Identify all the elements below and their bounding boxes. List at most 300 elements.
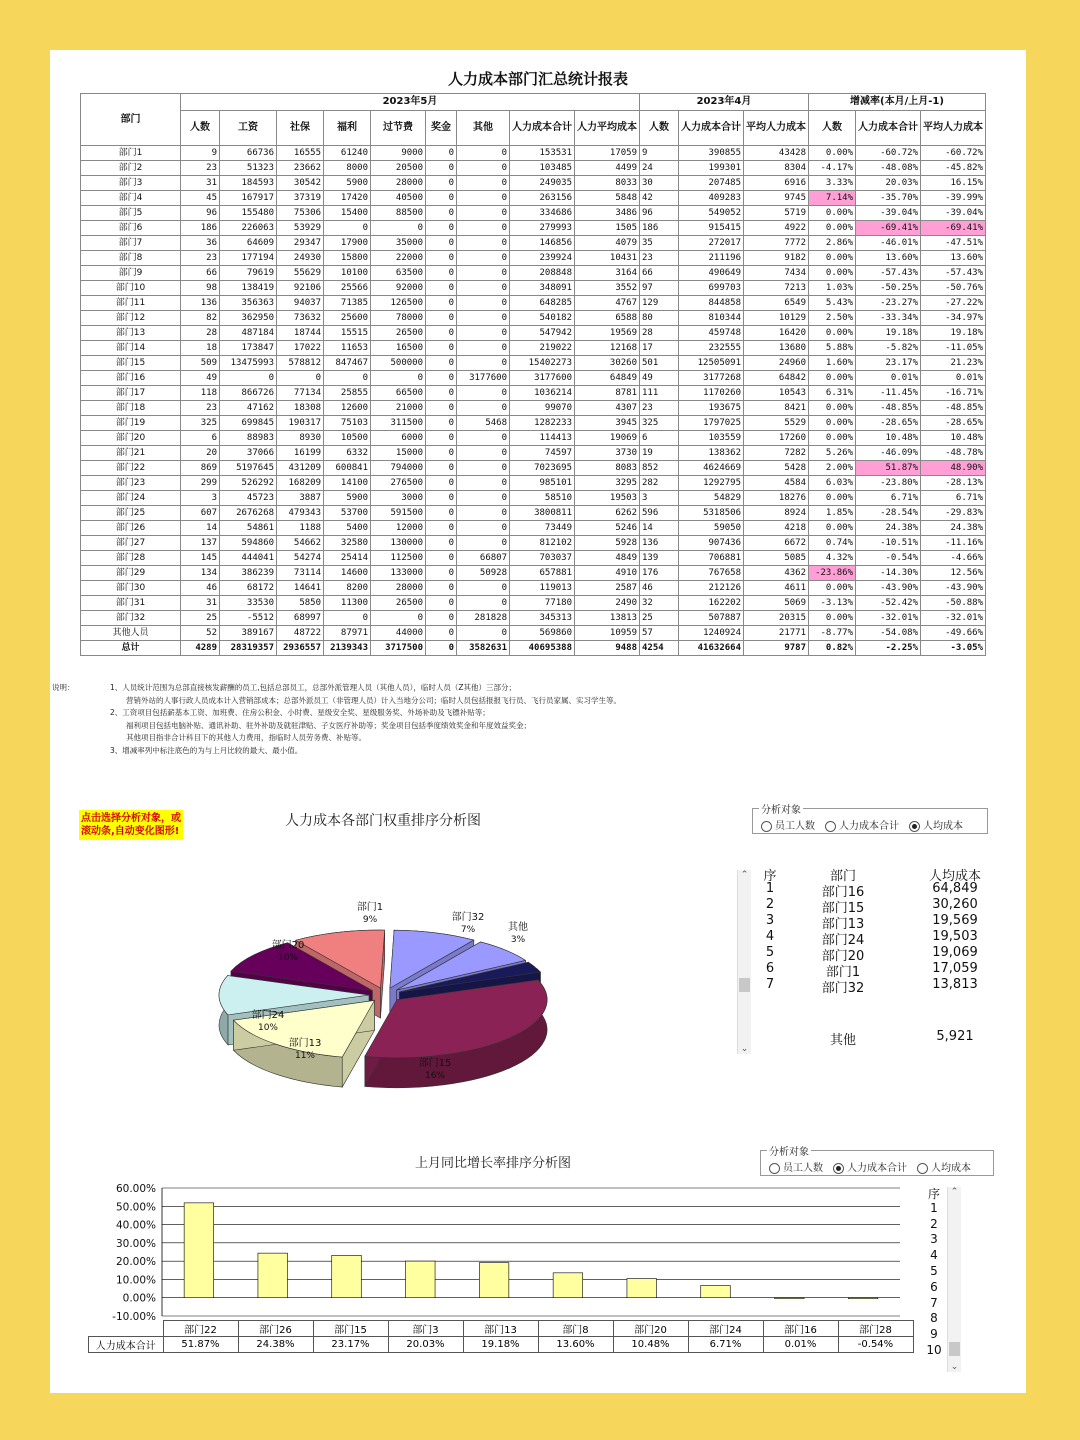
value-cell: 19069 (575, 431, 640, 446)
value-cell: 5246 (575, 521, 640, 536)
bar-value-label: 13.60% (538, 1337, 613, 1353)
value-cell: 0 (457, 596, 510, 611)
value-cell: 13680 (744, 341, 809, 356)
value-cell: 9000 (371, 146, 426, 161)
value-cell: 37319 (277, 191, 324, 206)
value-cell: 68172 (220, 581, 277, 596)
column-header: 平均人力成本 (744, 111, 809, 146)
value-cell: 0 (457, 476, 510, 491)
rank-cell: 17,059 (932, 961, 978, 976)
value-cell: 1036214 (510, 386, 575, 401)
bar-category-label: 部门15 (313, 1321, 388, 1337)
value-cell: 63500 (371, 266, 426, 281)
value-cell: 18308 (277, 401, 324, 416)
value-cell: 66807 (457, 551, 510, 566)
bar-category-label: 部门20 (613, 1321, 688, 1337)
bar-value-label: 24.38% (238, 1337, 313, 1353)
value-cell: 168209 (277, 476, 324, 491)
value-cell: -69.41% (856, 221, 921, 236)
scroll-down-icon[interactable]: ⌄ (740, 1044, 749, 1054)
table-row (81, 311, 986, 326)
value-cell: 6916 (744, 176, 809, 191)
value-cell: 186 (181, 221, 220, 236)
value-cell: 37066 (220, 446, 277, 461)
value-cell: 459748 (679, 326, 744, 341)
value-cell: 915415 (679, 221, 744, 236)
bar-value-label: 20.03% (388, 1337, 463, 1353)
rank-header-dept: 部门 (829, 869, 856, 884)
value-cell: 0 (426, 371, 457, 386)
value-cell: 507887 (679, 611, 744, 626)
value-cell: 17900 (324, 236, 371, 251)
note-line: 3、增减率列中标注底色的为与上月比较的最大、最小值。 (110, 745, 303, 755)
column-header: 人力成本合计 (510, 111, 575, 146)
value-cell: 1797025 (679, 416, 744, 431)
table-row (81, 266, 986, 281)
scroll-thumb[interactable] (739, 978, 750, 992)
value-cell: 138362 (679, 446, 744, 461)
value-cell: -32.01% (856, 611, 921, 626)
value-cell: 5900 (324, 491, 371, 506)
value-cell: 45723 (220, 491, 277, 506)
rank-cell: 30,260 (932, 897, 978, 912)
value-cell: 64849 (575, 371, 640, 386)
value-cell: -49.66% (921, 626, 986, 641)
dept-cell: 部门5 (81, 206, 181, 221)
pie-label-name: 部门1 (356, 902, 384, 913)
value-cell: 0 (426, 296, 457, 311)
bar-seq-item: 3 (930, 1232, 938, 1247)
value-cell: 3164 (575, 266, 640, 281)
value-cell: 15000 (371, 446, 426, 461)
value-cell: 138419 (220, 281, 277, 296)
value-cell: 0.00% (809, 266, 856, 281)
value-cell: 5.43% (809, 296, 856, 311)
value-cell: 594860 (220, 536, 277, 551)
y-tick-label: -10.00% (112, 1311, 156, 1323)
growth-header: 增减率(本月/上月-1) (809, 94, 986, 111)
value-cell: 16555 (277, 146, 324, 161)
value-cell: 153531 (510, 146, 575, 161)
value-cell: 23 (181, 251, 220, 266)
value-cell: 847467 (324, 356, 371, 371)
value-cell: 73114 (277, 566, 324, 581)
value-cell: 0 (426, 266, 457, 281)
value-cell: 409283 (679, 191, 744, 206)
value-cell: 18 (181, 341, 220, 356)
radio-icon[interactable] (761, 821, 772, 832)
rank-other-value: 5,921 (936, 1029, 974, 1044)
value-cell: 0.00% (809, 416, 856, 431)
dept-cell: 部门28 (81, 551, 181, 566)
value-cell: 35000 (371, 236, 426, 251)
analysis-option[interactable] (825, 821, 899, 832)
value-cell: 43428 (744, 146, 809, 161)
value-cell: 3945 (575, 416, 640, 431)
value-cell: -35.70% (856, 191, 921, 206)
scroll-up-icon[interactable]: ⌃ (740, 870, 749, 880)
value-cell: 3887 (277, 491, 324, 506)
value-cell: 0 (457, 236, 510, 251)
value-cell: 767658 (679, 566, 744, 581)
dept-cell: 部门18 (81, 401, 181, 416)
value-cell: 501 (640, 356, 679, 371)
dept-cell: 部门30 (81, 581, 181, 596)
bar (775, 1298, 805, 1299)
dept-cell: 部门7 (81, 236, 181, 251)
value-cell: 389167 (220, 626, 277, 641)
value-cell: 10.48% (921, 431, 986, 446)
value-cell: 0 (457, 221, 510, 236)
bar-seq-item: 6 (930, 1279, 938, 1294)
column-header: 过节费 (371, 111, 426, 146)
value-cell: 77134 (277, 386, 324, 401)
value-cell: 3730 (575, 446, 640, 461)
value-cell: 4910 (575, 566, 640, 581)
value-cell: 6.71% (856, 491, 921, 506)
rank-cell: 7 (765, 977, 775, 992)
value-cell: 0 (457, 311, 510, 326)
value-cell: 2676268 (220, 506, 277, 521)
value-cell: 0 (220, 371, 277, 386)
value-cell: 362950 (220, 311, 277, 326)
value-cell: 30542 (277, 176, 324, 191)
value-cell: 444041 (220, 551, 277, 566)
value-cell: 6.71% (921, 491, 986, 506)
column-header: 人数 (809, 111, 856, 146)
value-cell: 6 (640, 431, 679, 446)
analysis-option[interactable] (761, 821, 815, 832)
value-cell: 0 (457, 491, 510, 506)
bar-value-label: 10.48% (613, 1337, 688, 1353)
bar-seq-header: 序 (927, 1187, 940, 1201)
value-cell: -47.51% (921, 236, 986, 251)
value-cell: 0 (426, 281, 457, 296)
analysis-option[interactable] (769, 1163, 823, 1174)
table-row (81, 341, 986, 356)
bar-selector-legend: 分析对象 (767, 1143, 811, 1158)
table-row (81, 446, 986, 461)
scroll-up-icon[interactable]: ⌃ (950, 1187, 959, 1197)
table-row (81, 281, 986, 296)
value-cell: 9 (181, 146, 220, 161)
value-cell: 6000 (371, 431, 426, 446)
value-cell: 162202 (679, 596, 744, 611)
table-row (81, 626, 986, 641)
value-cell: 0 (457, 506, 510, 521)
value-cell: 74597 (510, 446, 575, 461)
bar-scrollbar[interactable] (947, 1187, 961, 1372)
bar-seq-item: 7 (930, 1295, 938, 1310)
value-cell: 28000 (371, 581, 426, 596)
value-cell: -23.80% (856, 476, 921, 491)
report-title: 人力成本部门汇总统计报表 (447, 70, 628, 88)
value-cell: 0 (426, 566, 457, 581)
value-cell: 0 (277, 371, 324, 386)
rank-cell: 19,069 (932, 945, 978, 960)
value-cell: 0 (426, 161, 457, 176)
value-cell: 852 (640, 461, 679, 476)
value-cell: -48.85% (856, 401, 921, 416)
value-cell: 15402273 (510, 356, 575, 371)
bar-value-label: 19.18% (463, 1337, 538, 1353)
value-cell: 21000 (371, 401, 426, 416)
pie-label-name: 部门16 (528, 948, 562, 959)
table-row (81, 536, 986, 551)
value-cell: 6588 (575, 311, 640, 326)
value-cell: 6332 (324, 446, 371, 461)
value-cell: 129 (640, 296, 679, 311)
value-cell: -34.97% (921, 311, 986, 326)
rank-cell: 部门15 (821, 901, 865, 916)
value-cell: 8924 (744, 506, 809, 521)
value-cell: 2.50% (809, 311, 856, 326)
value-cell: 54829 (679, 491, 744, 506)
value-cell: 54861 (220, 521, 277, 536)
value-cell: 276500 (371, 476, 426, 491)
value-cell: 17260 (744, 431, 809, 446)
value-cell: 17 (640, 341, 679, 356)
bar (332, 1255, 362, 1297)
table-row (81, 386, 986, 401)
value-cell: 509 (181, 356, 220, 371)
value-cell: 17059 (575, 146, 640, 161)
rank-cell: 部门1 (825, 965, 861, 980)
value-cell: 0.00% (809, 401, 856, 416)
value-cell: 75306 (277, 206, 324, 221)
value-cell: -52.42% (856, 596, 921, 611)
value-cell: 16420 (744, 326, 809, 341)
column-header: 社保 (277, 111, 324, 146)
value-cell: 0 (457, 581, 510, 596)
value-cell: 0 (457, 431, 510, 446)
value-cell: 35 (640, 236, 679, 251)
value-cell: 73632 (277, 311, 324, 326)
value-cell: 15800 (324, 251, 371, 266)
note-line: 营销外站的人事行政人员成本计入营销部成本；总部外派员工（非管理人员）计入当地分公司；临时人员包括报报飞行员、飞行员家属、实习学生等。 (126, 695, 621, 705)
value-cell: 0 (457, 176, 510, 191)
pie-chart-title: 人力成本各部门权重排序分析图 (285, 813, 481, 829)
value-cell: 19 (640, 446, 679, 461)
column-header: 人力平均成本 (575, 111, 640, 146)
value-cell: 11653 (324, 341, 371, 356)
column-header: 人数 (181, 111, 220, 146)
note-line: 2、工资项目包括薪基本工资、加班费、住房公积金、小时费、星级安全奖、星级服务奖、外场补助及飞镖补贴等； (110, 708, 490, 717)
value-cell: 334686 (510, 206, 575, 221)
radio-icon[interactable] (825, 821, 836, 832)
option-label: 人力成本合计 (847, 1163, 907, 1174)
value-cell: 844858 (679, 296, 744, 311)
value-cell: 18276 (744, 491, 809, 506)
value-cell: 20500 (371, 161, 426, 176)
pie-label-name: 部门24 (251, 1010, 285, 1021)
value-cell: -45.82% (921, 161, 986, 176)
apr-header: 2023年4月 (640, 94, 809, 111)
value-cell: 8304 (744, 161, 809, 176)
value-cell: 50928 (457, 566, 510, 581)
value-cell: -23.27% (856, 296, 921, 311)
hint-note: 点击选择分析对象，或滚动条,自动变化图形! (79, 810, 183, 840)
bar-series-label: 人力成本合计 (89, 1337, 164, 1353)
value-cell: 53700 (324, 506, 371, 521)
value-cell: 0 (457, 251, 510, 266)
value-cell: 226063 (220, 221, 277, 236)
value-cell: -28.65% (856, 416, 921, 431)
total-cell: 9787 (744, 641, 809, 656)
value-cell: 9182 (744, 251, 809, 266)
value-cell: 0.00% (809, 146, 856, 161)
value-cell: 703037 (510, 551, 575, 566)
note-line: 福利项目包括电脑补贴、通讯补助、驻外补助及就驻津贴、子女医疗补助等；奖金项目包括季度绩效奖金和年度效益奖金； (126, 720, 531, 730)
value-cell: 1.60% (809, 356, 856, 371)
bar-value-label: 23.17% (313, 1337, 388, 1353)
rank-cell: 部门13 (821, 917, 865, 932)
value-cell: 23 (640, 401, 679, 416)
value-cell: 112500 (371, 551, 426, 566)
analysis-option[interactable] (917, 1163, 971, 1174)
value-cell: 167917 (220, 191, 277, 206)
value-cell: 7434 (744, 266, 809, 281)
value-cell: 96 (181, 206, 220, 221)
dept-cell: 部门16 (81, 371, 181, 386)
rank-cell: 部门20 (821, 949, 865, 964)
total-cell: -2.25% (856, 641, 921, 656)
value-cell: 15515 (324, 326, 371, 341)
value-cell: 345313 (510, 611, 575, 626)
table-row (81, 476, 986, 491)
bar (479, 1263, 509, 1298)
value-cell: 45 (181, 191, 220, 206)
column-header: 奖金 (426, 111, 457, 146)
rank-scrollbar[interactable] (737, 870, 751, 1054)
rank-cell: 4 (765, 929, 775, 944)
value-cell: 12000 (371, 521, 426, 536)
value-cell: 88500 (371, 206, 426, 221)
value-cell: 49 (181, 371, 220, 386)
option-label: 人均成本 (931, 1163, 971, 1174)
radio-icon[interactable] (833, 1163, 844, 1174)
value-cell: 0.74% (809, 536, 856, 551)
rank-cell: 部门24 (821, 933, 865, 948)
bar-seq-list (924, 1185, 944, 1359)
total-cell: 28319357 (220, 641, 277, 656)
value-cell: 0.01% (921, 371, 986, 386)
table-row (81, 191, 986, 206)
pie-label-name: 部门32 (451, 912, 485, 923)
value-cell: 648285 (510, 296, 575, 311)
value-cell: 96 (640, 206, 679, 221)
value-cell: 5.88% (809, 341, 856, 356)
y-tick-label: 10.00% (115, 1274, 156, 1287)
value-cell: 5468 (457, 416, 510, 431)
value-cell: 232555 (679, 341, 744, 356)
value-cell: 30 (640, 176, 679, 191)
bar-value-label: 0.01% (763, 1337, 838, 1353)
value-cell: 25855 (324, 386, 371, 401)
pie-label-pct: 9% (362, 915, 378, 925)
value-cell: 97 (640, 281, 679, 296)
table-row (81, 296, 986, 311)
rank-cell: 19,503 (932, 929, 978, 944)
value-cell: 6 (181, 431, 220, 446)
dept-cell: 部门19 (81, 416, 181, 431)
value-cell: 25566 (324, 281, 371, 296)
value-cell: 0 (426, 311, 457, 326)
notes (52, 682, 621, 757)
column-header: 人力成本合计 (856, 111, 921, 146)
scroll-thumb[interactable] (949, 1342, 960, 1356)
dept-cell: 部门4 (81, 191, 181, 206)
value-cell: 14641 (277, 581, 324, 596)
bar-seq-item: 10 (926, 1342, 942, 1357)
radio-icon[interactable] (917, 1163, 928, 1174)
value-cell: 55629 (277, 266, 324, 281)
value-cell: 6262 (575, 506, 640, 521)
value-cell: 0 (457, 191, 510, 206)
value-cell: -50.88% (921, 596, 986, 611)
value-cell: 15400 (324, 206, 371, 221)
value-cell: 7772 (744, 236, 809, 251)
radio-icon[interactable] (909, 821, 920, 832)
value-cell: -50.76% (921, 281, 986, 296)
value-cell: 299 (181, 476, 220, 491)
rank-other-label: 其他 (829, 1033, 856, 1048)
value-cell: 99070 (510, 401, 575, 416)
pie-label-name: 部门13 (288, 1038, 322, 1049)
value-cell: 208848 (510, 266, 575, 281)
value-cell: 3552 (575, 281, 640, 296)
value-cell: -33.34% (856, 311, 921, 326)
scroll-down-icon[interactable]: ⌄ (950, 1362, 959, 1372)
analysis-option[interactable] (833, 1163, 907, 1174)
value-cell: 1170260 (679, 386, 744, 401)
value-cell: 193675 (679, 401, 744, 416)
value-cell: 52 (181, 626, 220, 641)
value-cell: -43.90% (856, 581, 921, 596)
value-cell: 0.01% (856, 371, 921, 386)
dept-cell: 部门24 (81, 491, 181, 506)
value-cell: 42 (640, 191, 679, 206)
pie-label-pct: 16% (424, 1071, 446, 1081)
value-cell: 2490 (575, 596, 640, 611)
column-header: 人力成本合计 (679, 111, 744, 146)
value-cell: 32580 (324, 536, 371, 551)
bar-category-label: 部门16 (763, 1321, 838, 1337)
table-row (81, 206, 986, 221)
value-cell: 58510 (510, 491, 575, 506)
bar (701, 1285, 731, 1297)
total-row (81, 641, 986, 656)
dept-cell: 部门12 (81, 311, 181, 326)
value-cell: 0 (426, 521, 457, 536)
pie-label-name: 部门15 (418, 1058, 452, 1069)
pie-label-name: 部门20 (271, 940, 305, 951)
bar-category-label: 部门24 (688, 1321, 763, 1337)
value-cell: 30260 (575, 356, 640, 371)
value-cell: 88983 (220, 431, 277, 446)
table-row (81, 461, 986, 476)
value-cell: 325 (181, 416, 220, 431)
analysis-option[interactable] (909, 821, 963, 832)
bar-seq-item: 4 (930, 1248, 938, 1263)
value-cell: -4.66% (921, 551, 986, 566)
value-cell: 173847 (220, 341, 277, 356)
value-cell: -23.86% (809, 566, 856, 581)
value-cell: 0 (426, 461, 457, 476)
value-cell: 3177600 (510, 371, 575, 386)
value-cell: 130000 (371, 536, 426, 551)
radio-icon[interactable] (769, 1163, 780, 1174)
